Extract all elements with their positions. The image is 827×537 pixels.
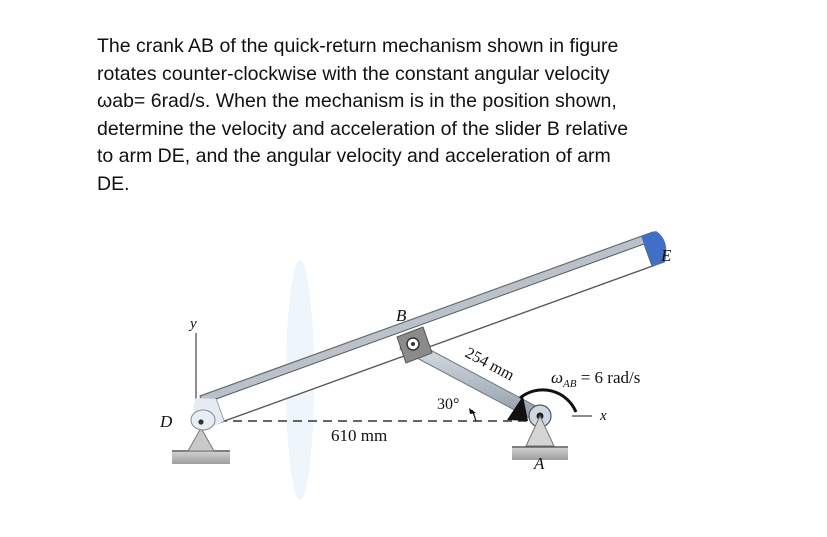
x-axis-label: x [600, 408, 607, 424]
point-b-label: B [396, 306, 407, 325]
problem-line-4: determine the velocity and acceleration of the slider B relative [97, 117, 629, 140]
arm-de [191, 231, 666, 430]
omega-value: = 6 rad/s [576, 368, 641, 387]
problem-line-3: ωab= 6rad/s. When the mechanism is in the position shown, [97, 90, 617, 112]
omega-subscript: AB [563, 378, 577, 390]
point-a-label: A [534, 454, 545, 473]
crank-length-label: 254 mm [462, 344, 517, 385]
problem-line-2: rotates counter-clockwise with the constant angular velocity [97, 62, 610, 85]
problem-line-6: DE. [97, 172, 130, 195]
distance-da-label: 610 mm [331, 426, 388, 445]
omega-symbol: ω [551, 368, 564, 387]
pin-d [198, 419, 203, 424]
point-d-label: D [160, 412, 173, 431]
y-axis-label: y [190, 316, 197, 332]
angular-velocity-label [551, 368, 640, 390]
angle-arc-arrow [469, 408, 476, 414]
ground-d [172, 428, 230, 464]
point-e-label: E [661, 246, 672, 265]
problem-line-5: to arm DE, and the angular velocity and acceleration of arm [97, 145, 611, 167]
angle-label: 30° [437, 396, 460, 413]
problem-line-1: The crank AB of the quick-return mechanism shown in figure [97, 35, 619, 57]
